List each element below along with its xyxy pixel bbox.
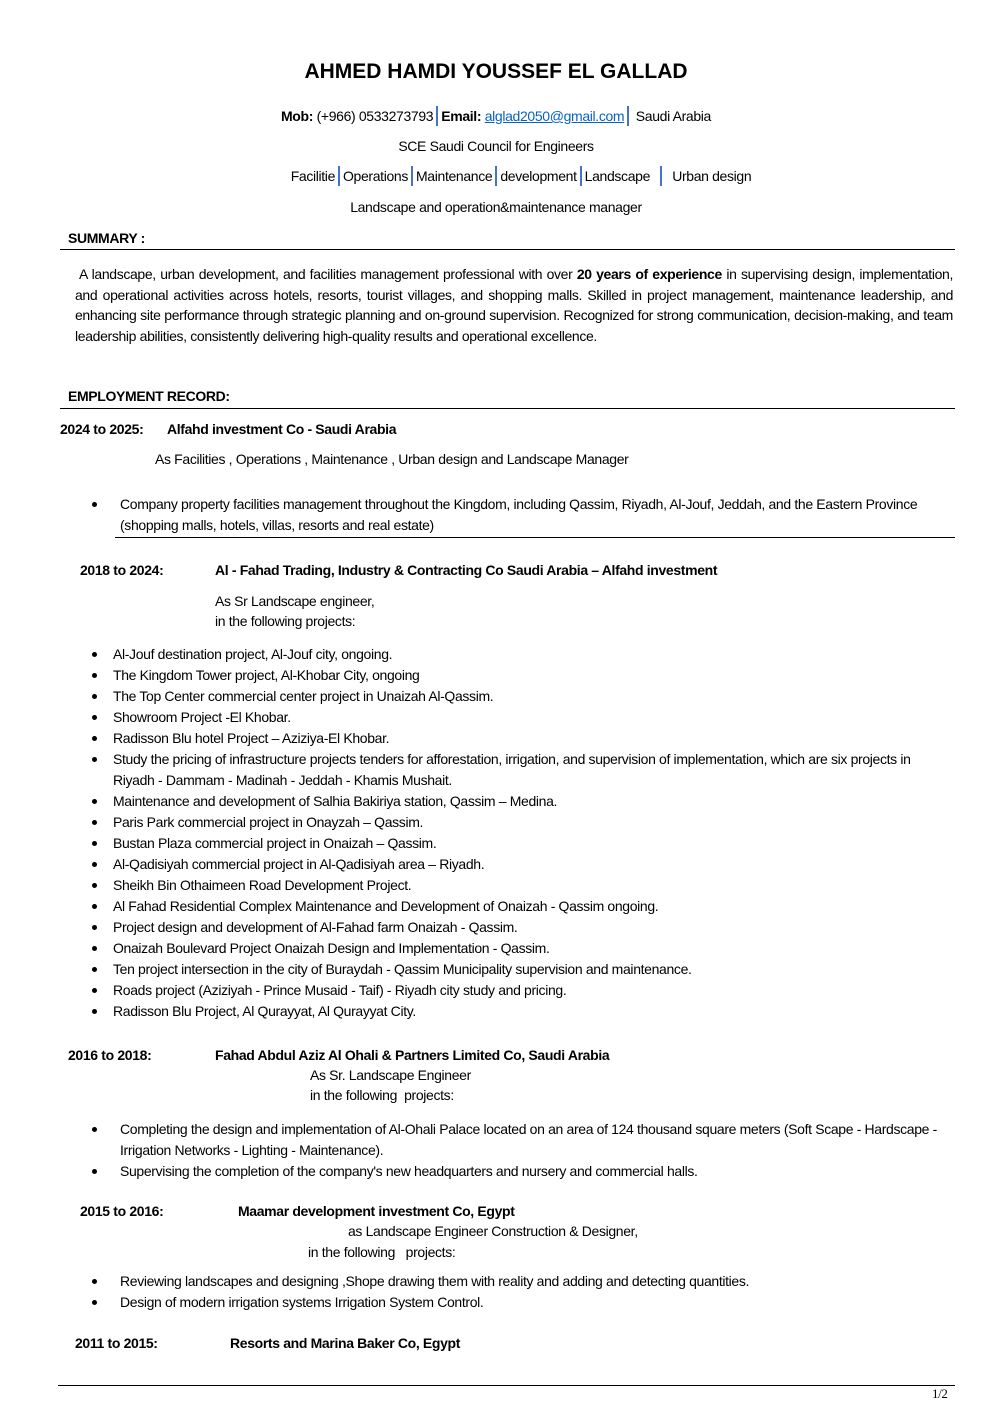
bullet-item <box>113 644 955 665</box>
job-period: 2011 to 2015: <box>75 1335 158 1351</box>
summary-part: A landscape, urban development, and facilities management professional with over <box>79 266 577 282</box>
bullet-icon <box>92 883 97 888</box>
contact-line <box>0 106 992 126</box>
bullet-item <box>113 749 955 791</box>
bullet-text: Paris Park commercial project in Onayzah – Qassim. <box>113 814 424 830</box>
job-company: Resorts and Marina Baker Co, Egypt <box>230 1335 461 1351</box>
bullet-icon <box>92 799 97 804</box>
bullet-icon <box>92 736 97 741</box>
bullet-icon <box>92 673 97 678</box>
bullet-text: Roads project (Aziziyah - Prince Musaid - Taif) - Riyadh city study and pricing. <box>113 982 567 998</box>
job-role: As Sr. Landscape Engineer <box>310 1067 471 1083</box>
email-link[interactable]: alglad2050@gmail.com <box>484 108 625 124</box>
summary-text <box>75 264 953 346</box>
job-company: Al - Fahad Trading, Industry & Contracting Co Saudi Arabia – Alfahd investment <box>215 562 718 578</box>
skill: Landscape <box>584 168 651 184</box>
bullet-icon <box>92 1009 97 1014</box>
separator <box>338 166 340 186</box>
job-role-note: in the following projects: <box>215 613 356 629</box>
bullet-item <box>120 1161 955 1182</box>
bullet-icon <box>92 988 97 993</box>
separator <box>495 166 497 186</box>
bullet-text: Showroom Project -El Khobar. <box>113 709 291 725</box>
job-role: as Landscape Engineer Construction & Designer, <box>348 1223 638 1239</box>
bullet-item <box>120 1119 955 1161</box>
bullet-item <box>113 791 955 812</box>
bullet-icon <box>92 862 97 867</box>
job-title: Landscape and operation&maintenance manager <box>350 199 642 215</box>
bullet-text: Reviewing landscapes and designing ,Shope drawing them with reality and adding and detecting quantities. <box>120 1273 750 1289</box>
job-company: Maamar development investment Co, Egypt <box>238 1203 515 1219</box>
footer-divider <box>58 1385 955 1386</box>
bullet-icon <box>92 757 97 762</box>
job-company: Alfahd investment Co - Saudi Arabia <box>167 421 397 437</box>
bullet-text: The Kingdom Tower project, Al-Khobar City, ongoing <box>113 667 420 683</box>
skill: Urban design <box>672 168 752 184</box>
skill: Facilitie <box>290 168 336 184</box>
job-period: 2018 to 2024: <box>80 562 164 578</box>
separator <box>411 166 413 186</box>
job-bullets <box>120 1119 955 1182</box>
bullet-item <box>113 686 955 707</box>
skills-line <box>0 166 992 186</box>
job-role-note: in the following projects: <box>310 1087 454 1103</box>
bullet-text: Completing the design and implementation of Al-Ohali Palace located on an area of 124 thousand square meters (Soft Scape - Hardscape - Irrigation Networks - Lighting - Maintenance). <box>120 1121 937 1158</box>
page-number: 1/2 <box>932 1386 948 1401</box>
bullet-icon <box>92 904 97 909</box>
bullet-text: Onaizah Boulevard Project Onaizah Design and Implementation - Qassim. <box>113 940 550 956</box>
bullet-item <box>113 833 955 854</box>
divider <box>60 249 955 250</box>
bullet-item <box>113 980 955 1001</box>
bullet-item <box>113 938 955 959</box>
bullet-item <box>120 494 955 536</box>
job-role: As Facilities , Operations , Maintenance , Urban design and Landscape Manager <box>155 451 629 467</box>
separator <box>580 166 582 186</box>
bullet-icon <box>92 1127 97 1132</box>
bullet-text: Study the pricing of infrastructure projects tenders for afforestation, irrigation, and supervision of implementation, which are six projects in Riyadh - Dammam - Madinah - Jeddah - Khamis Mushait. <box>113 751 911 788</box>
employment-heading: EMPLOYMENT RECORD: <box>68 388 230 404</box>
summary-highlight: 20 years of experience <box>576 266 722 282</box>
bullet-item <box>113 1001 955 1022</box>
divider <box>115 537 955 538</box>
bullet-icon <box>92 715 97 720</box>
divider <box>60 408 955 409</box>
separator <box>660 166 662 186</box>
bullet-item <box>113 896 955 917</box>
mob-label: Mob: <box>281 108 314 124</box>
email-label: Email: <box>441 108 482 124</box>
bullet-text: The Top Center commercial center project in Unaizah Al-Qassim. <box>113 688 494 704</box>
job-company: Fahad Abdul Aziz Al Ohali & Partners Limited Co, Saudi Arabia <box>215 1047 610 1063</box>
bullet-item <box>113 959 955 980</box>
bullet-text: Al-Jouf destination project, Al-Jouf city, ongoing. <box>113 646 393 662</box>
bullet-text: Maintenance and development of Salhia Bakiriya station, Qassim – Medina. <box>113 793 558 809</box>
bullet-icon <box>92 1279 97 1284</box>
job-role-note: in the following projects: <box>308 1244 456 1260</box>
bullet-text: Radisson Blu hotel Project – Aziziya-El Khobar. <box>113 730 390 746</box>
bullet-item <box>113 665 955 686</box>
bullet-icon <box>92 925 97 930</box>
job-bullets <box>113 644 955 1022</box>
skill: Operations <box>343 168 408 184</box>
summary-heading: SUMMARY : <box>68 230 145 246</box>
bullet-item <box>120 1292 955 1313</box>
skill: development <box>500 168 577 184</box>
bullet-icon <box>92 502 97 507</box>
bullet-text: Al Fahad Residential Complex Maintenance and Development of Onaizah - Qassim ongoing. <box>113 898 659 914</box>
bullet-item <box>120 1271 955 1292</box>
bullet-text: Ten project intersection in the city of Buraydah - Qassim Municipality supervision and maintenance. <box>113 961 692 977</box>
job-period: 2016 to 2018: <box>68 1047 152 1063</box>
bullet-text: Al-Qadisiyah commercial project in Al-Qadisiyah area – Riyadh. <box>113 856 485 872</box>
job-bullets <box>120 494 955 536</box>
bullet-icon <box>92 841 97 846</box>
bullet-item <box>113 707 955 728</box>
job-period: 2024 to 2025: <box>60 421 144 437</box>
summary-part: in supervising design, implementation, and operational activities across hotels, resorts, tourist villages, and shopping malls. Skilled in project management, maintenance leadership, and enhancing site performance through strategic planning and on-ground supervision. Recognized for strong communication, decision-making, and team leadership abilities, consistently delivering high-quality results and operational excellence. <box>75 266 953 344</box>
candidate-name: AHMED HAMDI YOUSSEF EL GALLAD <box>304 60 688 83</box>
country: Saudi Arabia <box>635 108 711 124</box>
bullet-icon <box>92 652 97 657</box>
bullet-icon <box>92 946 97 951</box>
bullet-text: Project design and development of Al-Fahad farm Onaizah - Qassim. <box>113 919 518 935</box>
job-period: 2015 to 2016: <box>80 1203 164 1219</box>
mobile-number: (+966) 0533273793 <box>316 108 434 124</box>
bullet-icon <box>92 1300 97 1305</box>
bullet-item <box>113 875 955 896</box>
bullet-item <box>113 812 955 833</box>
council: SCE Saudi Council for Engineers <box>398 138 594 154</box>
bullet-item <box>113 728 955 749</box>
job-bullets <box>120 1271 955 1313</box>
bullet-icon <box>92 694 97 699</box>
bullet-item <box>113 917 955 938</box>
bullet-text: Sheikh Bin Othaimeen Road Development Project. <box>113 877 412 893</box>
bullet-text: Design of modern irrigation systems Irrigation System Control. <box>120 1294 484 1310</box>
bullet-icon <box>92 820 97 825</box>
bullet-icon <box>92 967 97 972</box>
bullet-text: Supervising the completion of the company's new headquarters and nursery and commercial halls. <box>120 1163 698 1179</box>
bullet-text: Company property facilities management throughout the Kingdom, including Qassim, Riyadh, Al-Jouf, Jeddah, and the Eastern Province (shopping malls, hotels, villas, resorts and real estate) <box>120 496 918 533</box>
bullet-icon <box>92 1169 97 1174</box>
separator <box>627 106 629 126</box>
separator <box>436 106 438 126</box>
skill: Maintenance <box>416 168 493 184</box>
bullet-text: Bustan Plaza commercial project in Onaizah – Qassim. <box>113 835 437 851</box>
bullet-text: Radisson Blu Project, Al Qurayyat, Al Qurayyat City. <box>113 1003 416 1019</box>
bullet-item <box>113 854 955 875</box>
job-role: As Sr Landscape engineer, <box>215 593 375 609</box>
